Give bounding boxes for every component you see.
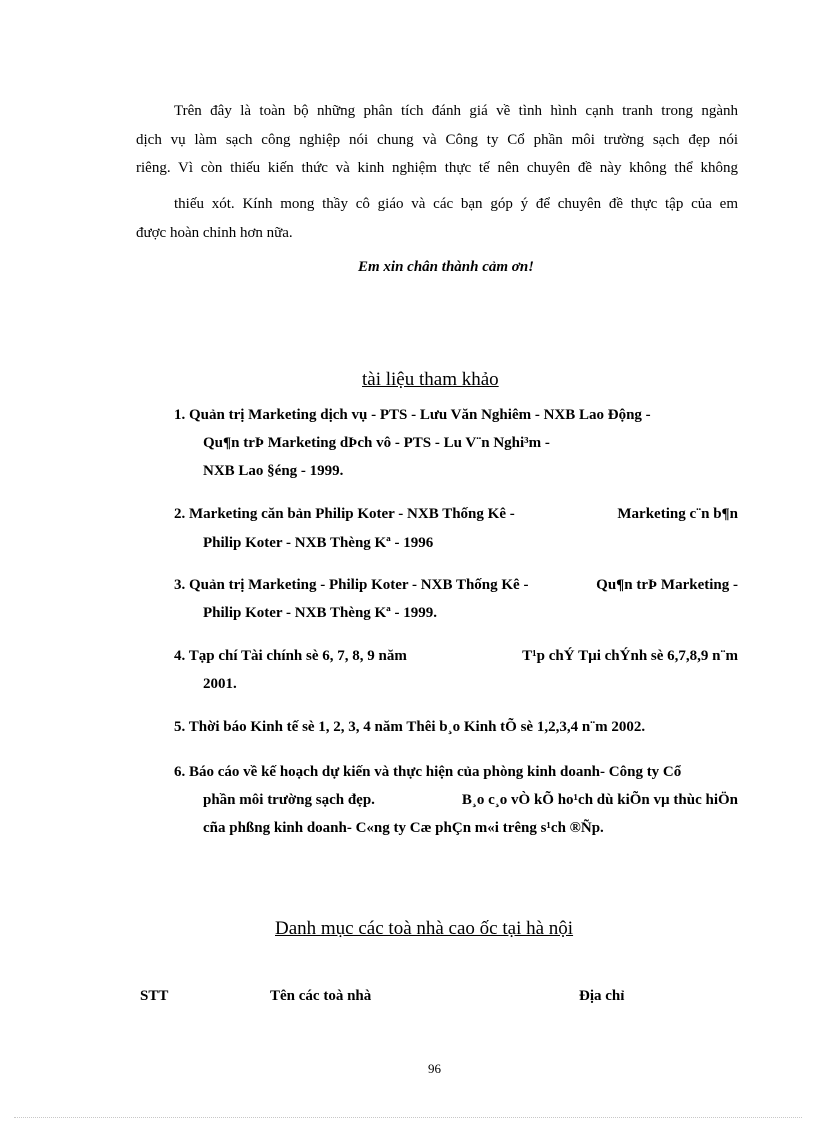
intro-line-1: Trên đây là toàn bộ những phân tích đánh giá về tình hình cạnh tranh trong ngành	[174, 103, 738, 119]
reference-5-line-1: 5. Thời báo Kinh tế sè 1, 2, 3, 4 năm Thêi b¸o Kinh tÕ sè 1,2,3,4 n¨m 2002.	[174, 719, 646, 735]
column-header-address: Địa chỉ	[579, 988, 625, 1004]
column-header-stt: STT	[140, 988, 169, 1004]
reference-3-line-1-left: 3. Quản trị Marketing - Philip Koter - NXB Thống Kê -	[174, 577, 529, 593]
reference-6-line-2-left: phần môi trường sạch đẹp.	[203, 792, 375, 808]
footer-divider	[14, 1117, 802, 1118]
reference-4-line-1-left: 4. Tạp chí Tài chính sè 6, 7, 8, 9 năm	[174, 648, 407, 664]
references-title: tài liệu tham khảo	[362, 369, 499, 390]
reference-2-line-1-right: Marketing c¨n b¶n	[617, 506, 738, 522]
intro-line-2: dịch vụ làm sạch công nghiệp nói chung và Công ty Cổ phần môi trường sạch đẹp nói	[136, 132, 738, 148]
reference-2-line-1-left: 2. Marketing căn bản Philip Koter - NXB Thống Kê -	[174, 506, 515, 522]
reference-4-line-1-right: T¹p chÝ Tµi chÝnh sè 6,7,8,9 n¨m	[522, 648, 738, 664]
reference-6-line-2-right: B¸o c¸o vÒ kÕ ho¹ch dù kiÕn vµ thùc hiÖn	[461, 792, 738, 808]
reference-1-line-3: NXB Lao §éng - 1999.	[203, 463, 344, 479]
reference-1-line-2: Qu¶n trÞ Marketing dÞch vô - PTS - Lu V¨n Nghi³m -	[203, 435, 550, 451]
buildings-title: Danh mục các toà nhà cao ốc tại hà nội	[275, 918, 574, 939]
page-number: 96	[428, 1061, 441, 1076]
column-header-building-name: Tên các toà nhà	[270, 988, 372, 1004]
intro-line-4: thiếu xót. Kính mong thầy cô giáo và các bạn góp ý để chuyên đề thực tập của em	[174, 196, 738, 212]
intro-line-5: được hoàn chỉnh hơn nữa.	[136, 225, 293, 241]
reference-6-line-1: 6. Báo cáo về kế hoạch dự kiến và thực hiện của phòng kinh doanh- Công ty Cổ	[174, 764, 682, 780]
thanks-line: Em xin chân thành cảm ơn!	[358, 259, 535, 275]
reference-2-line-2: Philip Koter - NXB Thèng Kª - 1996	[203, 535, 434, 551]
reference-3-line-1-right: Qu¶n trÞ Marketing -	[596, 577, 738, 593]
reference-1-line-1: 1. Quản trị Marketing dịch vụ - PTS - Lưu Văn Nghiêm - NXB Lao Động -	[174, 407, 651, 423]
reference-3-line-2: Philip Koter - NXB Thèng Kª - 1999.	[203, 605, 437, 621]
reference-4-line-2: 2001.	[203, 676, 237, 692]
intro-line-3: riêng. Vì còn thiếu kiến thức và kinh nghiệm thực tế nên chuyên đề này không thể không	[136, 160, 738, 176]
reference-6-line-3: cña phßng kinh doanh- C«ng ty Cæ phÇn m«i trêng s¹ch ®Ñp.	[203, 820, 604, 836]
